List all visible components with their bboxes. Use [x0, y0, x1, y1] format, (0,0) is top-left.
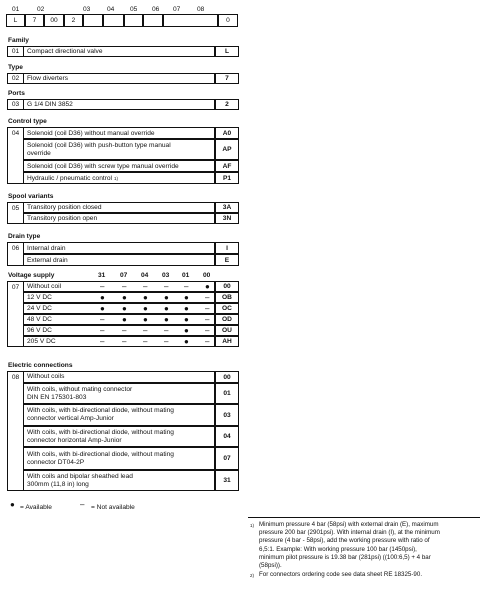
availability-mark: ● — [184, 315, 189, 324]
option-text — [23, 426, 215, 447]
section-title-family: Family — [8, 37, 29, 44]
option-code: 07 — [215, 447, 239, 470]
availability-mark: – — [205, 304, 210, 313]
row-text-line: With coils, with bi-directional diode, without mating — [27, 407, 174, 414]
voltage-column-header: 00 — [203, 272, 211, 279]
availability-mark: – — [143, 282, 148, 291]
code-position-label: 07 — [173, 6, 181, 13]
option-text — [23, 404, 215, 426]
legend-available: = Available — [20, 504, 52, 511]
availability-mark: – — [100, 326, 105, 335]
code-cell: 7 — [25, 14, 44, 27]
availability-mark: – — [205, 337, 210, 346]
section-number-spool: 05 — [7, 202, 24, 224]
voltage-column-header: 04 — [141, 272, 149, 279]
availability-mark: ● — [164, 293, 169, 302]
option-text — [23, 447, 215, 470]
availability-mark: ● — [164, 304, 169, 313]
code-cell: 0 — [218, 14, 238, 27]
option-text: Solenoid (coil D36) with push-button type manual override — [23, 139, 215, 160]
availability-mark: ● — [100, 304, 105, 313]
footnote-line: Minimum pressure 4 bar (58psi) with external drain (E), maximum — [259, 521, 439, 528]
option-text: Compact directional valve — [23, 46, 215, 57]
option-code: 00 — [215, 371, 239, 383]
availability-mark: ● — [100, 293, 105, 302]
row-text-line: connector vertical Amp-Junior — [27, 415, 114, 422]
availability-mark: – — [205, 315, 210, 324]
row-text-line: Without coils — [27, 373, 65, 380]
availability-mark: ● — [122, 293, 127, 302]
code-position-label: 04 — [107, 6, 115, 13]
code-cell — [103, 14, 124, 27]
option-code: 04 — [215, 426, 239, 447]
code-cell — [124, 14, 143, 27]
option-code: 03 — [215, 404, 239, 426]
option-code: AF — [215, 160, 239, 172]
footnote-reference: 1) — [114, 175, 119, 181]
row-text-line: 300mm (11,8 in) long — [27, 480, 89, 488]
section-number: 01 — [7, 46, 24, 57]
section-number-drain: 06 — [7, 242, 24, 266]
code-cell: L — [6, 14, 25, 27]
availability-mark: ● — [184, 293, 189, 302]
voltage-option-text: 48 V DC — [23, 314, 215, 325]
code-position-label: 02 — [37, 6, 45, 13]
row-text-line: With coils, with bi-directional diode, without mating — [27, 450, 174, 458]
legend-dot: ● — [10, 500, 15, 509]
voltage-column-header: 07 — [120, 272, 128, 279]
option-code: OU — [215, 325, 239, 336]
availability-mark: ● — [164, 315, 169, 324]
availability-mark: ● — [184, 337, 189, 346]
section-number-control: 04 — [7, 127, 24, 184]
legend-not-available: = Not available — [91, 504, 135, 511]
voltage-option-text: 96 V DC — [23, 325, 215, 336]
option-code: AH — [215, 336, 239, 347]
option-code: I — [215, 242, 239, 254]
option-code: 3A — [215, 202, 239, 213]
footnote-line: pressure (4 bar - 58psi), add the working pressure with ratio of — [259, 537, 430, 545]
option-code: E — [215, 254, 239, 266]
option-text: Solenoid (coil D36) without manual override — [23, 127, 215, 139]
section-title-type: Type — [8, 64, 23, 71]
availability-mark: ● — [184, 326, 189, 335]
availability-mark: – — [122, 337, 127, 346]
voltage-option-text: Without coil — [23, 281, 215, 292]
footnote-line: minimum pilot pressure is 19.38 bar (281psi) ((100:6,5) + 4 bar — [259, 553, 431, 561]
option-code: AP — [215, 139, 239, 160]
option-code: 31 — [215, 470, 239, 491]
availability-mark: ● — [122, 304, 127, 313]
row-text-line: With coils, without mating connector — [27, 385, 133, 393]
option-code: 3N — [215, 213, 239, 224]
option-code: OC — [215, 303, 239, 314]
row-text-line: connector horizontal Amp-Junior — [27, 436, 122, 444]
option-code: 7 — [215, 73, 239, 84]
code-position-label: 05 — [130, 6, 138, 13]
legend-dash: – — [80, 500, 85, 509]
footnote-line: For connectors ordering code see data sheet RE 18325-90. — [259, 571, 423, 579]
code-position-label: 08 — [197, 6, 205, 13]
option-text — [23, 383, 215, 404]
section-number: 02 — [7, 73, 24, 84]
option-code: 2 — [215, 99, 239, 110]
availability-mark: ● — [143, 293, 148, 302]
footnote-divider — [248, 517, 480, 518]
code-position-label: 03 — [83, 6, 91, 13]
option-text: External drain — [23, 254, 215, 266]
availability-mark: – — [122, 326, 127, 335]
voltage-column-header: 03 — [162, 272, 170, 279]
availability-mark: ● — [122, 315, 127, 324]
option-code: OB — [215, 292, 239, 303]
section-title-drain: Drain type — [8, 233, 41, 240]
availability-mark: – — [100, 315, 105, 324]
footnote-line: (58psi)). — [259, 562, 282, 569]
option-text: Solenoid (coil D36) with screw type manual override — [23, 160, 215, 172]
voltage-option-text: 205 V DC — [23, 336, 215, 347]
availability-mark: – — [164, 337, 169, 346]
availability-mark: – — [100, 337, 105, 346]
availability-mark: ● — [143, 315, 148, 324]
availability-mark: – — [184, 282, 189, 291]
availability-mark: – — [122, 282, 127, 291]
option-text: G 1/4 DIN 3852 — [23, 99, 215, 110]
option-code: A0 — [215, 127, 239, 139]
code-position-label: 06 — [152, 6, 160, 13]
availability-mark: – — [205, 293, 210, 302]
section-title-spool: Spool variants — [8, 193, 54, 200]
option-code: OD — [215, 314, 239, 325]
option-text: Transitory position open — [23, 213, 215, 224]
code-cell — [83, 14, 103, 27]
code-position-label: 01 — [12, 6, 20, 13]
voltage-column-header: 01 — [182, 272, 190, 279]
voltage-option-text: 24 V DC — [23, 303, 215, 314]
voltage-option-text: 12 V DC — [23, 292, 215, 303]
option-text-span: Hydraulic / pneumatic control — [27, 174, 113, 182]
footnote-line: 6,5:1. Example: With working pressure 100 bar (1450psi), — [259, 545, 417, 553]
availability-mark: – — [143, 337, 148, 346]
section-title-ports: Ports — [8, 90, 25, 97]
availability-mark: – — [143, 326, 148, 335]
row-text-line: DIN EN 175301-803 — [27, 393, 87, 401]
voltage-column-header: 31 — [98, 272, 106, 279]
option-code: 01 — [215, 383, 239, 404]
section-number-electric: 08 — [7, 371, 24, 491]
footnote-line: pressure 200 bar (2901psi). With internal drain (I), at the minimum — [259, 529, 440, 537]
code-cell: 2 — [64, 14, 83, 27]
section-title-voltage: Voltage supply — [8, 272, 55, 279]
option-code: 00 — [215, 281, 239, 292]
option-text — [23, 470, 215, 491]
footnote-mark: 2) — [250, 573, 255, 579]
row-text-line: connector DT04-2P — [27, 458, 85, 466]
section-title-control: Control type — [8, 118, 47, 125]
code-cell — [143, 14, 163, 27]
code-cell: 00 — [44, 14, 64, 27]
option-code: L — [215, 46, 239, 57]
section-title-electric: Electric connections — [8, 362, 73, 369]
availability-mark: – — [100, 282, 105, 291]
option-code: P1 — [215, 172, 239, 184]
row-text-line: With coils and bipolar sheathed lead — [27, 472, 133, 480]
availability-mark: – — [164, 282, 169, 291]
option-text: Transitory position closed — [23, 202, 215, 213]
footnote-mark: 1) — [250, 523, 255, 528]
availability-mark: – — [164, 326, 169, 335]
section-number-voltage: 07 — [7, 281, 24, 347]
option-text — [23, 172, 215, 184]
option-text: Internal drain — [23, 242, 215, 254]
row-text-line: With coils, with bi-directional diode, without mating — [27, 428, 174, 436]
availability-mark: ● — [205, 282, 210, 291]
code-cell — [163, 14, 218, 27]
availability-mark: ● — [184, 304, 189, 313]
section-number: 03 — [7, 99, 24, 110]
availability-mark: ● — [143, 304, 148, 313]
availability-mark: – — [205, 326, 210, 335]
option-text — [23, 371, 215, 383]
option-text: Flow diverters — [23, 73, 215, 84]
